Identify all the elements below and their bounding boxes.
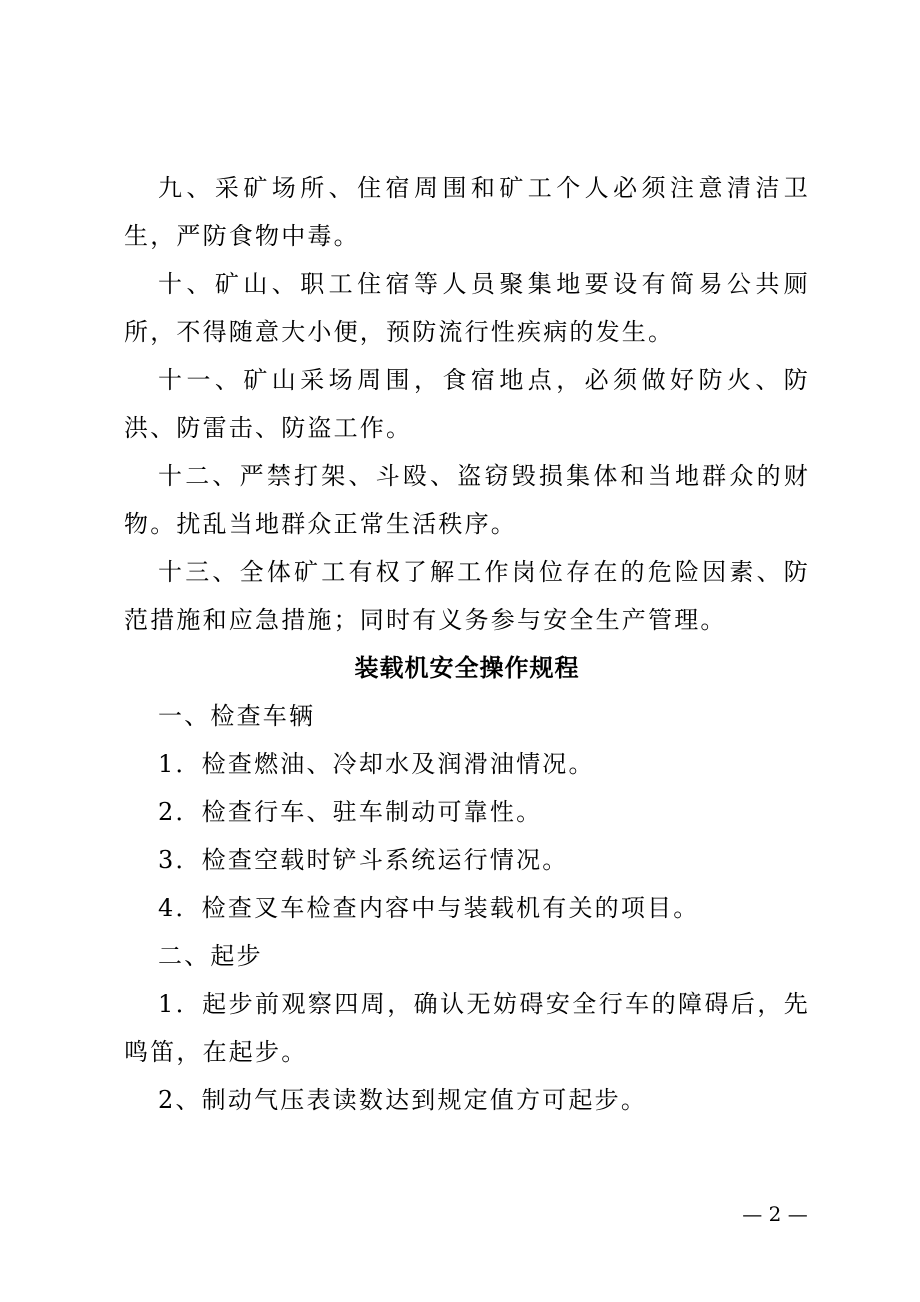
paragraph-item-9: 九、采矿场所、住宿周围和矿工个人必须注意清洁卫生，严防食物中毒。 [124,174,810,250]
paragraph-item-13: 十三、全体矿工有权了解工作岗位存在的危险因素、防范措施和应急措施；同时有义务参与安全生产管理。 [124,558,810,634]
section-title: 装载机安全操作规程 [354,654,580,682]
paragraph-item-10: 十、矿山、职工住宿等人员聚集地要设有简易公共厕所，不得随意大小便，预防流行性疾病的发生。 [124,270,810,346]
inspect-item-4: 4．检查叉车检查内容中与装载机有关的项目。 [158,894,700,922]
page-number: — 2 — [742,1202,808,1226]
inspect-item-3: 3．检查空载时铲斗系统运行情况。 [158,846,569,874]
paragraph-item-11: 十一、矿山采场周围，食宿地点，必须做好防火、防洪、防雷击、防盗工作。 [124,366,810,442]
start-item-2: 2、制动气压表读数达到规定值方可起步。 [158,1086,648,1114]
paragraph-item-12: 十二、严禁打架、斗殴、盗窃毁损集体和当地群众的财物。扰乱当地群众正常生活秩序。 [124,462,810,538]
inspect-item-1: 1．检查燃油、冷却水及润滑油情况。 [158,750,595,778]
document-body [124,164,810,1124]
start-item-1: 1．起步前观察四周，确认无妨碍安全行车的障碍后，先鸣笛，在起步。 [124,990,810,1066]
subsection-heading-start: 二、起步 [158,942,263,970]
inspect-item-2: 2．检查行车、驻车制动可靠性。 [158,798,543,826]
subsection-heading-inspect: 一、检查车辆 [158,702,316,730]
